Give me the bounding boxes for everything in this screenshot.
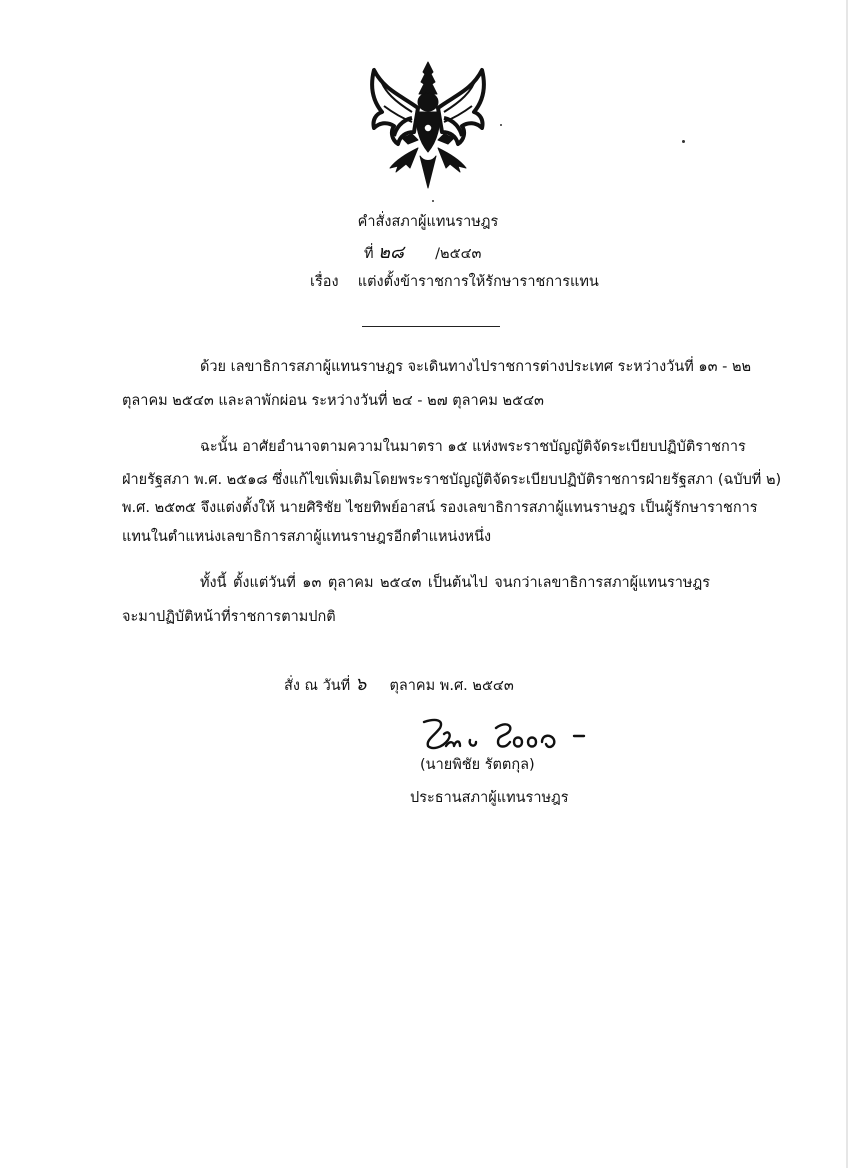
garuda-emblem-icon [362,56,494,194]
paragraph3-line: จะมาปฏิบัติหน้าที่ราชการตามปกติ [122,609,336,625]
paragraph3-line: ทั้งนี้ ตั้งแต่วันที่ ๑๓ ตุลาคม ๒๕๔๓ เป็นต้นไป จนกว่าเลขาธิการสภาผู้แทนราษฎร [200,575,710,591]
subject-text: แต่งตั้งข้าราชการให้รักษาราชการแทน [357,274,599,290]
subject-line [310,272,599,292]
order-number: ๒๘ [378,242,404,263]
paragraph2-line: พ.ศ. ๒๕๓๕ จึงแต่งตั้งให้ นายศิริชัย ไชยทิพย์อาสน์ รองเลขาธิการสภาผู้แทนราษฎร เป็นผู้รักษาราชการ [122,500,758,516]
paragraph2-line: ฉะนั้น อาศัยอำนาจตามความในมาตรา ๑๕ แห่งพระราชบัญญัติจัดระเบียบปฏิบัติราชการ [200,439,746,455]
order-number-suffix: /๒๕๔๓ [435,246,482,262]
scan-speck [500,124,502,126]
scan-speck [682,140,685,143]
paragraph1-line: ด้วย เลขาธิการสภาผู้แทนราษฎร จะเดินทางไปราชการต่างประเทศ ระหว่างวันที่ ๑๓ - ๒๒ [200,359,752,375]
order-number-line [364,243,481,264]
paragraph1-line: ตุลาคม ๒๕๔๓ และลาพักผ่อน ระหว่างวันที่ ๒๔ - ๒๗ ตุลาคม ๒๕๔๓ [122,393,544,409]
order-number-prefix: ที่ [364,246,374,262]
signer-name: (นายพิชัย รัตตกุล) [420,757,535,773]
order-date-suffix: ตุลาคม พ.ศ. ๒๕๔๓ [389,678,514,694]
issuer-title: คำสั่งสภาผู้แทนราษฎร [357,214,499,230]
header-divider [362,326,500,327]
order-date-prefix: สั่ง ณ วันที่ [284,678,351,694]
handwritten-signature-icon [418,712,588,758]
scan-speck [432,200,434,202]
signer-title: ประธานสภาผู้แทนราษฎร [410,790,569,806]
order-date-line [284,675,514,696]
order-date-day: ๖ [354,674,367,695]
paragraph2-line: ฝ่ายรัฐสภา พ.ศ. ๒๕๑๘ ซึ่งแก้ไขเพิ่มเติมโดยพระราชบัญญัติจัดระเบียบปฏิบัติราชการฝ่ายรัฐสภา (ฉบับที่ ๒) [122,472,782,488]
subject-label: เรื่อง [310,274,339,290]
paragraph2-line: แทนในตำแหน่งเลขาธิการสภาผู้แทนราษฎรอีกตำแหน่งหนึ่ง [122,529,492,545]
